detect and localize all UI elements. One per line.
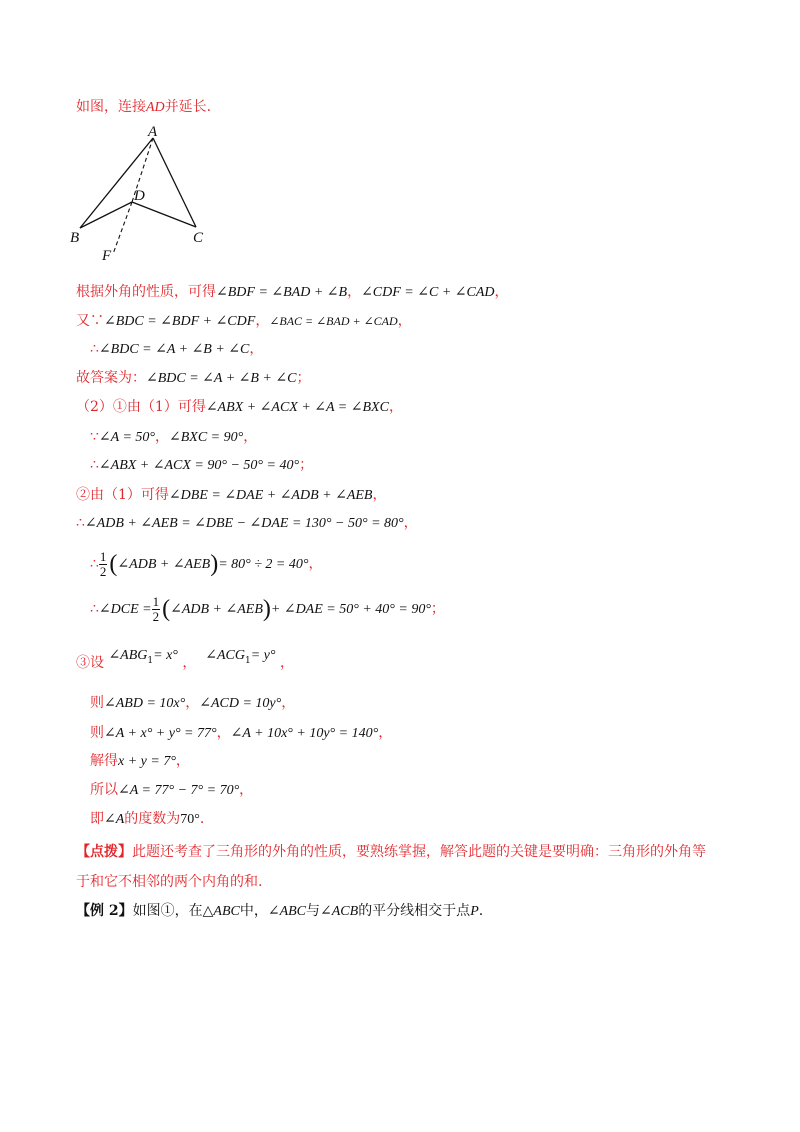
line-8 — [90, 456, 313, 475]
text: 又 — [76, 313, 90, 329]
tip-label: 【点拨】 — [76, 844, 132, 860]
text: ， — [216, 725, 231, 741]
text: ， — [388, 399, 403, 415]
text: 如图①，在 — [132, 903, 203, 919]
math: x + y = 7° — [118, 754, 176, 769]
math: ∠BXC = 90° — [169, 430, 244, 445]
fraction — [99, 550, 108, 579]
math: P — [470, 904, 479, 919]
math: △ABC — [202, 904, 240, 919]
text: 即 — [90, 811, 104, 827]
text: 根据外角的性质，可得 — [76, 284, 216, 300]
therefore-symbol: ∴ — [76, 515, 85, 531]
text: ， — [155, 429, 169, 445]
text: 中， — [239, 903, 268, 919]
subscript: 1 — [147, 655, 154, 666]
math: ∠ABD = 10x° — [104, 696, 186, 711]
math: ∠A + x° + y° = 77° — [104, 726, 217, 741]
math: ∠ACD = 10y° — [199, 696, 282, 711]
segment-ac — [153, 138, 196, 227]
math: ∠ACG — [205, 648, 245, 663]
text: ， — [372, 487, 387, 503]
line-2 — [76, 283, 509, 302]
label-b: B — [70, 230, 80, 246]
subscript: 1 — [245, 655, 251, 666]
text: ， — [185, 695, 200, 711]
because-symbol: ∵ — [90, 313, 104, 329]
therefore-symbol: ∴ — [90, 556, 99, 572]
line-15 — [90, 724, 392, 743]
math: ∠DBE = ∠DAE + ∠ADB + ∠AEB — [168, 488, 373, 503]
math: ∠DCE = — [98, 602, 152, 617]
text: ； — [296, 370, 311, 386]
math: ∠A = 77° − 7° = 70° — [118, 783, 240, 798]
label-a: A — [148, 124, 158, 140]
text: ， — [249, 341, 264, 357]
line-21 — [76, 902, 483, 921]
numerator: 1 — [152, 593, 160, 609]
line-3 — [76, 312, 412, 331]
text: ， — [308, 556, 323, 572]
text: 与 — [306, 903, 321, 919]
math: ∠ABC — [267, 904, 307, 919]
math: ∠BDC = ∠A + ∠B + ∠C — [98, 342, 250, 357]
text: 故答案为： — [76, 370, 146, 386]
math: ∠ABG — [108, 648, 148, 663]
line-4 — [90, 340, 263, 359]
math: ∠ACB — [320, 904, 359, 919]
text: ， — [403, 515, 418, 531]
text: ； — [299, 457, 314, 473]
math: ∠ADB + ∠AEB — [117, 557, 211, 572]
math: = x° — [153, 648, 178, 663]
text: . — [199, 811, 205, 827]
text: ， — [182, 655, 197, 671]
therefore-symbol: ∴ — [90, 457, 99, 473]
math: ∠ABX + ∠ACX + ∠A = ∠BXC — [205, 400, 389, 415]
math: ∠A — [104, 812, 125, 827]
math: + ∠DAE = 50° + 40° = 90° — [270, 602, 431, 617]
line-18 — [90, 810, 204, 829]
math: ∠ADB + ∠AEB = ∠DBE − ∠DAE = 130° − 50° = 80° — [84, 516, 404, 531]
math: = y° — [250, 648, 276, 663]
text: 解得 — [90, 753, 118, 769]
text: ， — [279, 655, 294, 671]
text: ， — [239, 782, 254, 798]
line-14 — [90, 694, 295, 713]
text: ， — [175, 753, 190, 769]
line-10 — [76, 514, 418, 533]
line-6 — [76, 398, 403, 417]
label-f: F — [102, 248, 112, 264]
text: ， — [243, 429, 258, 445]
therefore-symbol: ∴ — [90, 601, 99, 617]
math: ∠ABX + ∠ACX = 90° − 50° = 40° — [98, 458, 300, 473]
text: ， — [378, 725, 393, 741]
line-17 — [90, 781, 253, 800]
text: 如图，连接 — [76, 99, 146, 115]
line-1 — [76, 98, 211, 117]
segment-ab — [80, 138, 153, 228]
math: = 80° ÷ 2 = 40° — [218, 557, 309, 572]
line-16 — [90, 752, 190, 771]
text: ， — [255, 313, 270, 329]
text: （2）①由（1）可得 — [76, 399, 206, 415]
line-12: ∴∠DCE = $\frac{1}{2}$ (∠ADB + ∠AEB)+ ∠DAE = 50° + 40° = 90°； — [90, 593, 445, 624]
text: 所以 — [90, 782, 118, 798]
text: 此题还考查了三角形的外角的性质，要熟练掌握，解答此题的关键是要明确：三角形的外角等 — [132, 844, 706, 860]
text: 的平分线相交于点 — [358, 903, 471, 919]
numerator: 1 — [99, 548, 107, 564]
text: ， — [494, 284, 509, 300]
text: ； — [430, 601, 445, 617]
math: AD — [146, 100, 165, 115]
math: ∠ADB + ∠AEB — [170, 602, 263, 617]
math: ∠BDC = ∠BDF + ∠CDF — [104, 314, 256, 329]
math: 70° — [180, 812, 200, 827]
example-label: 【例 2】 — [76, 903, 133, 919]
text: 并延长. — [164, 99, 212, 115]
fraction — [152, 595, 161, 624]
text: ②由（1）可得 — [76, 487, 169, 503]
denominator: 2 — [152, 608, 160, 624]
text: 于和它不相邻的两个内角的和. — [76, 874, 263, 890]
math: ∠BDF = ∠BAD + ∠B — [216, 285, 348, 300]
text: ③设 — [76, 655, 104, 671]
math: ∠CDF = ∠C + ∠CAD — [361, 285, 495, 300]
line-5 — [76, 369, 310, 388]
denominator: 2 — [99, 563, 107, 579]
triangle-figure — [68, 124, 218, 264]
line-11: ∴ $\frac{1}{2}$ (∠ADB + ∠AEB)= 80° ÷ 2 = 40°， — [90, 548, 323, 579]
text: ， — [397, 313, 412, 329]
label-d: D — [134, 188, 145, 204]
line-20 — [76, 873, 262, 891]
line-13 — [76, 648, 294, 678]
text: 的度数为 — [124, 811, 181, 827]
text: ， — [347, 284, 362, 300]
math: ∠BDC = ∠A + ∠B + ∠C — [146, 371, 297, 386]
because-symbol: ∵ — [90, 429, 99, 445]
label-c: C — [193, 230, 204, 246]
therefore-symbol: ∴ — [90, 341, 99, 357]
text: ， — [281, 695, 296, 711]
line-9 — [76, 486, 386, 505]
text: 则 — [90, 695, 104, 711]
text: . — [478, 903, 484, 919]
text: 则 — [90, 725, 104, 741]
math: ∠A = 50° — [98, 430, 155, 445]
line-19 — [76, 843, 706, 861]
math: ∠A + 10x° + 10y° = 140° — [230, 726, 379, 741]
math: ∠BAC = ∠BAD + ∠CAD — [269, 314, 398, 328]
line-7 — [90, 428, 257, 447]
